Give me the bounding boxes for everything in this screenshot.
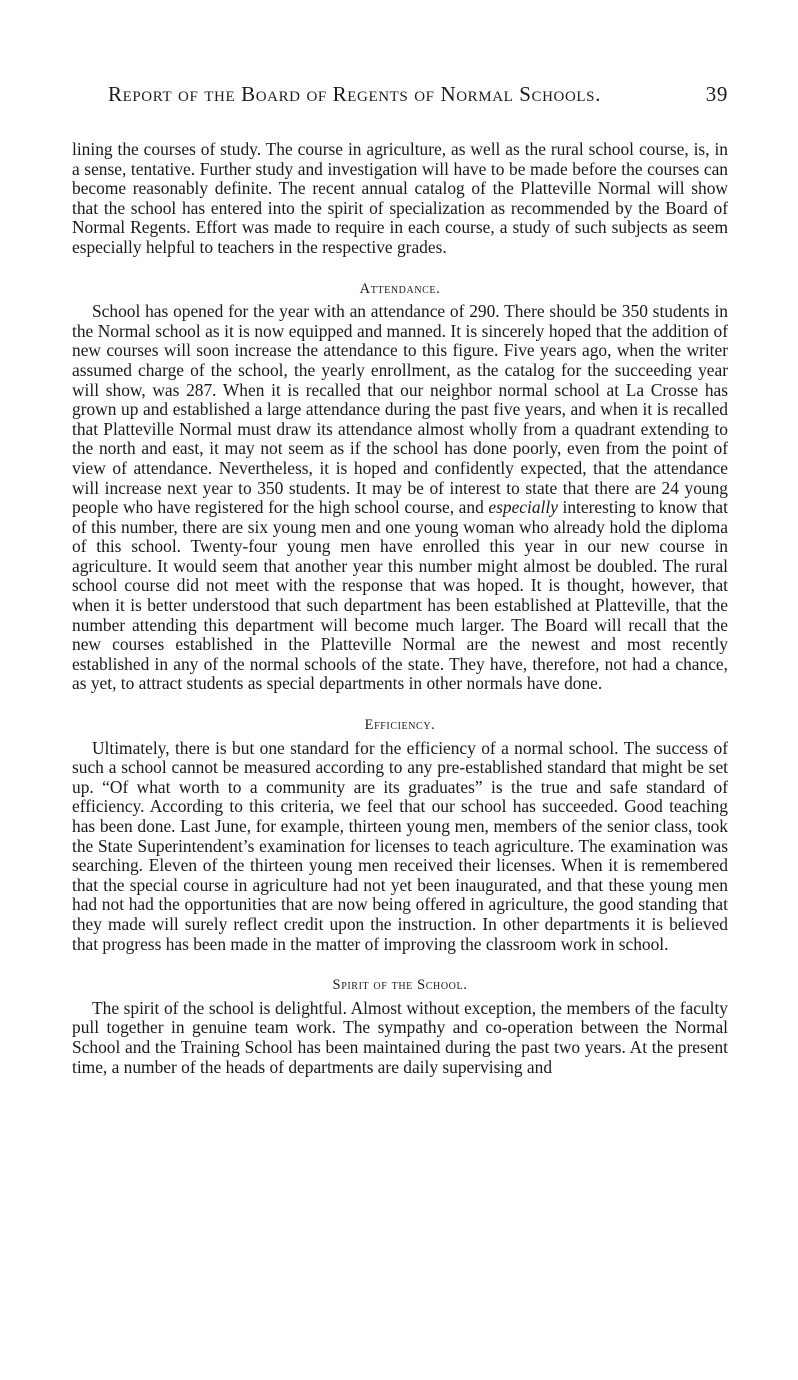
- heading-spirit-of-school: Spirit of the School.: [332, 977, 468, 994]
- attendance-text-part1: School has opened for the year with an attendance of 290. There should be 350 students in the Normal school as it is now equipped and manned. It is sincerely hoped that the addition of new courses will soon increase the attendance to this figure. Five years ago, when the writer assumed charge of the school, the yearly enrollment, as the catalog for the succeeding year will show, was 287. When it is recalled that our neighbor normal school at La Crosse has grown up and established a large attendance during the past five years, and when it is recalled that Platteville Normal must draw its attendance almost wholly from a quadrant extending to the north and east, it may not seem as if the school has done poorly, even from the point of view of attendance. Nevertheless, it is hoped and confidently expected, that the attendance will increase next year to 350 students. It may be of interest to state that there are 24 young people who have registered for the high school course, and: [72, 301, 728, 518]
- heading-attendance: Attendance.: [359, 280, 441, 297]
- page-number: 39: [705, 82, 728, 106]
- running-header: [108, 82, 728, 107]
- page-body: [72, 140, 728, 1077]
- attendance-text-part2: interesting to know that of this number, there are six young men and one young woman who already hold the diploma of this school. Twenty-four young men have enrolled this year in our new course in agriculture. It would seem that another year this number might almost be doubled. The rural school course did not meet with the response that was hoped. It is thought, however, that when it is better understood that such department has been established at Platteville, that the number attending this department will become much larger. The Board will recall that the new courses established in the Platteville Normal are the newest and most recently established in any of the normal schools of the state. They have, therefore, not had a chance, as yet, to attract students as special departments in other normals have done.: [72, 497, 728, 694]
- paragraph-attendance: [72, 302, 728, 694]
- paragraph-courses: lining the courses of study. The course in agriculture, as well as the rural school course, is, in a sense, tentative. Further study and investigation will have to be made before the courses can become reasonably definite. The recent annual catalog of the Platteville Normal will show that the school has entered into the spirit of specialization as recommended by the Board of Normal Regents. Effort was made to require in each course, a study of such subjects as seem especially helpful to teachers in the respective grades.: [72, 139, 728, 257]
- running-title: Report of the Board of Regents of Normal Schools.: [108, 82, 601, 106]
- attendance-emphasis: especially: [488, 497, 558, 518]
- heading-efficiency: Efficiency.: [364, 717, 436, 734]
- paragraph-efficiency: Ultimately, there is but one standard for the efficiency of a normal school. The success of such a school cannot be measured according to any pre-established standard that might be set up. “Of what worth to a community are its graduates” is the true and safe standard of efficiency. According to this criteria, we feel that our school has succeeded. Good teaching has been done. Last June, for example, thirteen young men, members of the senior class, took the State Superintendent’s examination for licenses to teach agriculture. The examination was searching. Eleven of the thirteen young men received their licenses. When it is remembered that the special course in agriculture had not yet been inaugurated, and that these young men had not had the opportunities that are now being offered in agriculture, the good standing that they made will surely reflect credit upon the instruction. In other departments it is believed that progress has been made in the matter of improving the classroom work in school.: [72, 737, 728, 954]
- paragraph-spirit-of-school: The spirit of the school is delightful. Almost without exception, the members of the faculty pull together in genuine team work. The sympathy and co-operation between the Normal School and the Training School has been maintained during the past two years. At the present time, a number of the heads of departments are daily supervising and: [72, 997, 728, 1077]
